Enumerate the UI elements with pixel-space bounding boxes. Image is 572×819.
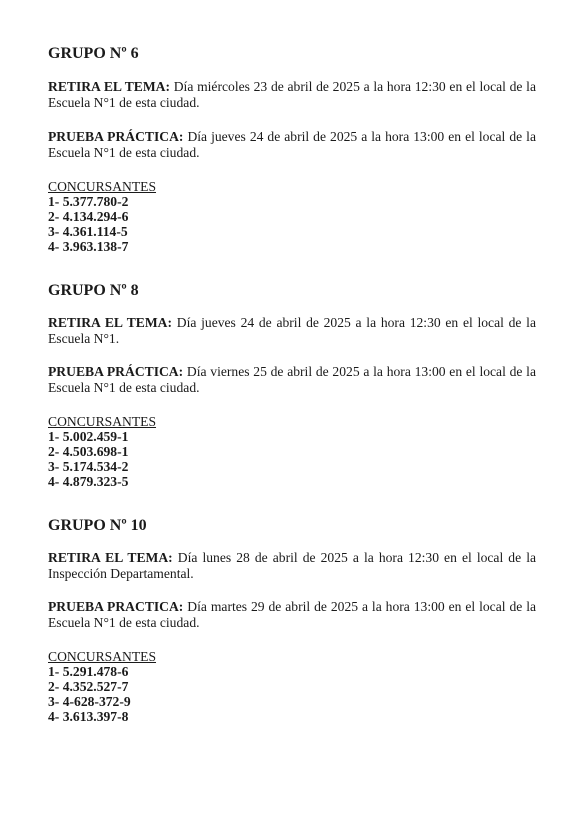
prueba-practica-label: PRUEBA PRÁCTICA: [48, 364, 184, 379]
retira-tema-label: RETIRA EL TEMA: [48, 79, 171, 94]
contestant-item: 2- 4.503.698-1 [48, 444, 129, 459]
group-8-section [48, 281, 536, 489]
group-title: GRUPO Nº 6 [48, 45, 139, 62]
retira-tema-text: Día miércoles 23 de abril de 2025 a la hora 12:30 en el local de la Escuela N°1 de esta ciudad. [48, 79, 536, 110]
retira-tema-text: Día lunes 28 de abril de 2025 a la hora 12:30 en el local de la Inspección Departamental. [48, 550, 536, 581]
retira-tema-paragraph [48, 315, 536, 347]
retira-tema-label: RETIRA EL TEMA: [48, 315, 173, 330]
contestant-item: 3- 4.361.114-5 [48, 224, 128, 239]
prueba-practica-text: Día jueves 24 de abril de 2025 a la hora 13:00 en el local de la Escuela N°1 de esta ciudad. [48, 129, 536, 160]
prueba-practica-label: PRUEBA PRÁCTICA: [48, 129, 184, 144]
prueba-practica-label: PRUEBA PRACTICA: [48, 599, 184, 614]
prueba-practica-paragraph [48, 364, 536, 396]
retira-tema-paragraph [48, 79, 536, 111]
group-title: GRUPO Nº 10 [48, 517, 147, 534]
contestant-item: 3- 4-628-372-9 [48, 694, 131, 709]
concursantes-heading: CONCURSANTES [48, 649, 157, 664]
prueba-practica-text: Día viernes 25 de abril de 2025 a la hora 13:00 en el local de la Escuela N°1 de esta ciudad. [48, 364, 536, 395]
prueba-practica-paragraph [48, 129, 536, 161]
contestant-item: 3- 5.174.534-2 [48, 459, 129, 474]
contestant-item: 4- 4.879.323-5 [48, 474, 129, 489]
retira-tema-label: RETIRA EL TEMA: [48, 550, 173, 565]
contestant-item: 4- 3.613.397-8 [48, 709, 129, 724]
contestant-item: 2- 4.352.527-7 [48, 679, 129, 694]
group-title: GRUPO Nº 8 [48, 282, 139, 299]
prueba-practica-text: Día martes 29 de abril de 2025 a la hora 13:00 en el local de la Escuela N°1 de esta ciudad. [48, 599, 537, 630]
group-6-section [48, 44, 536, 254]
contestant-item: 1- 5.291.478-6 [48, 664, 129, 679]
prueba-practica-paragraph [48, 599, 536, 631]
retira-tema-paragraph [48, 550, 536, 582]
contestant-item: 1- 5.377.780-2 [48, 194, 129, 209]
concursantes-heading: CONCURSANTES [48, 179, 157, 194]
contestant-item: 1- 5.002.459-1 [48, 429, 129, 444]
contestant-item: 4- 3.963.138-7 [48, 239, 129, 254]
retira-tema-text: Día jueves 24 de abril de 2025 a la hora 12:30 en el local de la Escuela N°1. [48, 315, 536, 346]
group-10-section [48, 516, 536, 724]
contestant-item: 2- 4.134.294-6 [48, 209, 129, 224]
concursantes-heading: CONCURSANTES [48, 414, 157, 429]
